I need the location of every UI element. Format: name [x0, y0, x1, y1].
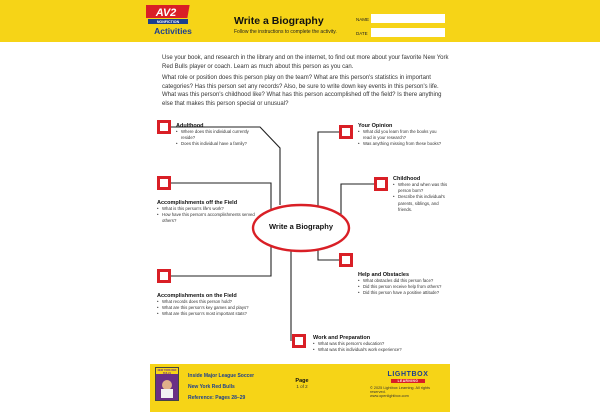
- copyright: © 2025 Lightbox Learning. All rights reserved.: [370, 386, 431, 394]
- intro-paragraph-2: What role or position does this person play on the team? What are this person's statistics in important categories? Has this person set any records? Also, be sure to write down key events in this person's life. What was this person's childhood like? What has this person accomplished off the field? Is there anything else that makes this person special or unusual?: [162, 75, 442, 108]
- off-field-item: • What is this person's life's work?: [157, 206, 261, 212]
- opinion-item: • Was anything missing from these books?: [358, 141, 446, 147]
- section-work: [313, 335, 423, 353]
- adulthood-title: Adulthood: [176, 123, 204, 129]
- off-field-title: Accomplishments off the Field: [157, 200, 238, 206]
- center-title: Write a Biography: [268, 222, 334, 231]
- on-field-item: • What are this person's most important stats?: [157, 311, 257, 317]
- section-childhood: [393, 176, 448, 213]
- page-number: 1 of 2: [296, 384, 308, 389]
- page-indicator: [287, 378, 317, 389]
- book-cover-image: [155, 367, 179, 401]
- work-title: Work and Preparation: [313, 335, 371, 341]
- publisher-logo: LIGHTBOX: [387, 371, 429, 378]
- help-title: Help and Obstacles: [358, 272, 410, 278]
- work-box[interactable]: [292, 334, 306, 348]
- footer-reference: Reference: Pages 28–29: [188, 395, 246, 401]
- publisher-logo-sub: LEARNING: [391, 379, 425, 383]
- connector-on-field: [171, 243, 271, 276]
- on-field-item: • What are this person's key games and plays?: [157, 305, 257, 311]
- opinion-title: Your Opinion: [358, 123, 393, 129]
- help-item: • Did this person receive help from others?: [358, 284, 450, 290]
- publisher-block: [370, 371, 446, 398]
- adulthood-item: • Does this individual have a family?: [176, 141, 261, 147]
- opinion-item: • What did you learn from the books you read in your research?: [358, 129, 446, 141]
- adulthood-box[interactable]: [157, 120, 171, 134]
- help-box[interactable]: [339, 253, 353, 267]
- page-subtitle: Follow the instructions to complete the activity.: [234, 29, 337, 35]
- connector-childhood: [341, 184, 374, 214]
- activities-label: Activities: [154, 26, 192, 36]
- footer-series: Inside Major League Soccer: [188, 373, 255, 379]
- work-item: • What was this individual's work experience?: [313, 347, 423, 353]
- opinion-box[interactable]: [339, 125, 353, 139]
- page-title: Write a Biography: [234, 15, 324, 27]
- childhood-title: Childhood: [393, 176, 421, 182]
- on-field-box[interactable]: [157, 269, 171, 283]
- help-item: • What obstacles did this person face?: [358, 278, 450, 284]
- section-opinion: [358, 123, 446, 148]
- childhood-item: • Describe this individual's parents, siblings, and friends.: [393, 194, 448, 213]
- section-off-field: [157, 200, 261, 225]
- childhood-box[interactable]: [374, 177, 388, 191]
- section-on-field: [157, 293, 257, 318]
- section-adulthood: [176, 123, 261, 148]
- on-field-item: • What records does this person hold?: [157, 299, 257, 305]
- logo-text: AV2: [155, 7, 177, 19]
- help-item: • Did this person have a positive attitude?: [358, 290, 450, 296]
- date-label: DATE: [356, 31, 368, 36]
- childhood-item: • Where and when was this person born?: [393, 182, 448, 194]
- cover-title: NEW YORK RED BULLS: [157, 369, 177, 375]
- name-label: NAME: [356, 17, 370, 22]
- page-label: Page: [295, 378, 309, 384]
- publisher-url[interactable]: www.openlightbox.com: [370, 394, 409, 398]
- off-field-item: • How have this person's accomplishments served others?: [157, 212, 261, 224]
- off-field-box[interactable]: [157, 176, 171, 190]
- footer-team: New York Red Bulls: [188, 384, 235, 390]
- section-help: [358, 272, 450, 297]
- work-item: • What was this person's education?: [313, 341, 423, 347]
- connector-opinion: [318, 132, 353, 210]
- on-field-title: Accomplishments on the Field: [157, 293, 237, 299]
- adulthood-item: • Where does this individual currently reside?: [176, 129, 261, 141]
- intro-paragraph-1: Use your book, and research in the library and on the internet, to find out more about your favorite New York Red Bulls player or coach. Learn as much about this person as you can.: [162, 55, 449, 70]
- logo-sub: NONFICTION: [156, 20, 180, 24]
